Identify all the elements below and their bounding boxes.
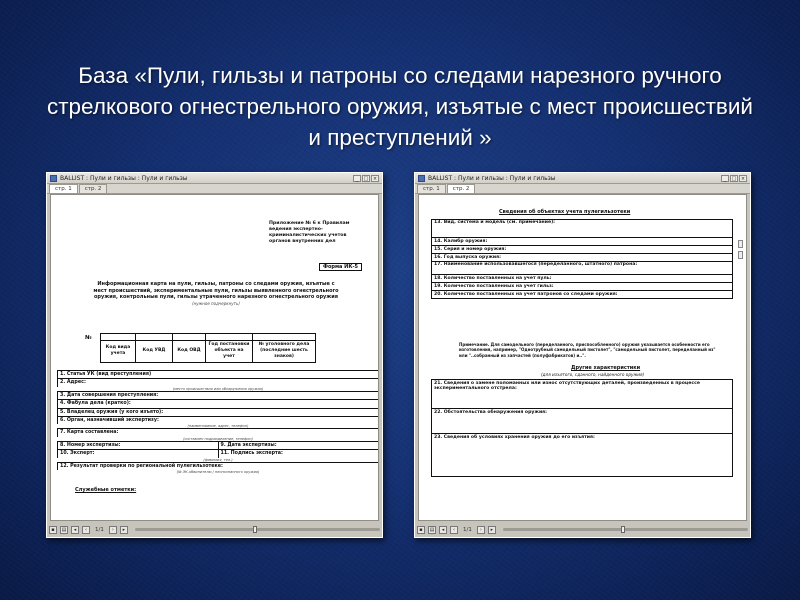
card-note: (нужное подчеркнуть) — [192, 300, 240, 306]
appendix-note: Приложение № 6 к Правилам ведения экспертно-криминалистических учетов органов внутренних дел — [269, 221, 350, 244]
hint-address: (место происшествия или обнаружения оружия) — [172, 386, 264, 391]
zoom-slider[interactable] — [135, 528, 380, 531]
objects-heading: Сведения об объектах учета пулегильзотеки — [499, 209, 631, 215]
next-page-icon[interactable]: › — [477, 526, 485, 534]
other-table — [431, 379, 733, 477]
code-header: Код ОВД — [173, 341, 206, 363]
field-composed[interactable]: 7. Карта составлена: — [57, 428, 379, 436]
status-bar — [49, 524, 380, 535]
last-page-icon[interactable]: ▸ — [120, 526, 128, 534]
print-icon[interactable]: ▤ — [61, 526, 67, 533]
zoom-slider-knob[interactable] — [253, 526, 257, 533]
page-tabs — [47, 184, 382, 194]
zoom-slider-knob[interactable] — [621, 526, 625, 533]
tab-page2[interactable]: стр. 2 — [447, 184, 476, 193]
status-bar — [417, 524, 748, 535]
field-crime-date[interactable]: 3. Дата совершения преступления: — [57, 391, 379, 399]
scroll-up-icon[interactable] — [738, 240, 743, 248]
code-cell[interactable] — [101, 334, 136, 341]
code-header: Код вида учета — [101, 341, 136, 363]
hint-result: (№ ЭК-обвинителю / неопознанного оружия) — [176, 469, 260, 474]
note-text: Примечание. Для самодельного (переделанного, приспособленного) оружия указывается особенности его изготовления, например, "Однотрубный самодельный пистолет", "самодельный пистолет, переделанный из" или "..собранный из запчастей (полуфабрикатов) и..". — [459, 342, 716, 358]
scroll-down-icon[interactable] — [738, 251, 743, 259]
code-header: № уголовного дела (последние шесть знаков) — [253, 341, 316, 363]
page-counter: 1/1 — [95, 526, 104, 533]
field-weapon-owner[interactable]: 5. Владелец оружия (у кого изъято): — [57, 408, 379, 416]
hint-phone: (фамилия, тел.) — [203, 457, 233, 462]
other-heading: Другие характеристики — [571, 365, 641, 371]
ballist-window-page2[interactable] — [414, 172, 751, 538]
ballist-window-page1[interactable] — [46, 172, 383, 538]
code-cell[interactable] — [206, 334, 253, 341]
close-button[interactable]: × — [372, 175, 378, 182]
row-serial[interactable]: 15. Серия и номер оружия: — [432, 246, 733, 254]
tab-page2[interactable]: стр. 2 — [79, 184, 108, 193]
service-marks-label: Служебные отметки: — [75, 487, 137, 493]
field-exam-row — [57, 441, 379, 449]
zoom-slider[interactable] — [503, 528, 748, 531]
app-icon — [418, 175, 425, 182]
field-check-result[interactable]: 12. Результат проверки по региональной пулегильзотеке: — [57, 462, 379, 470]
code-cell[interactable] — [253, 334, 316, 341]
row-storage[interactable]: 23. Сведения об условиях хранения оружия до его изъятия: — [432, 434, 733, 477]
form-fields — [57, 370, 379, 474]
tab-page1[interactable]: стр. 1 — [49, 184, 78, 193]
first-page-icon[interactable]: ◂ — [439, 526, 447, 534]
objects-table — [431, 219, 733, 299]
maximize-button[interactable]: □ — [363, 175, 369, 182]
document-view[interactable] — [418, 194, 747, 521]
hint-composed: (составлен подразделение, телефон) — [183, 436, 253, 441]
field-exam-number[interactable]: 8. Номер экспертизы: — [60, 442, 121, 448]
codes-table — [100, 333, 316, 363]
app-icon — [50, 175, 57, 182]
code-cell[interactable] — [136, 334, 173, 341]
field-organ[interactable]: 6. Орган, назначивший экспертизу: — [57, 416, 379, 424]
title-bar[interactable] — [415, 173, 750, 184]
window-title: BALLIST : Пули и гильзы : Пули и гильзы — [428, 174, 556, 182]
row-bullets-count[interactable]: 18. Количество поставленных на учет пуль: — [432, 275, 733, 283]
row-caliber[interactable]: 14. Калибр оружия: — [432, 238, 733, 246]
row-cartridges-count[interactable]: 20. Количество поставленных на учет патронов со следами оружия: — [432, 291, 733, 299]
field-expert[interactable]: 10. Эксперт: — [60, 451, 95, 457]
window-title: BALLIST : Пули и гильзы : Пули и гильзы — [60, 174, 188, 182]
field-article[interactable]: 1. Статья УК (вид преступления) — [57, 370, 379, 378]
slide-title: База «Пули, гильзы и патроны со следами нарезного ручного стрелкового огнестрельного оружия, изъятые с мест происшествий и преступлений » — [46, 63, 753, 150]
code-cell[interactable] — [173, 334, 206, 341]
card-title — [91, 281, 341, 307]
hint-organ: (наименование, адрес, телефон) — [187, 424, 249, 429]
minimize-button[interactable]: _ — [353, 175, 361, 182]
card-title-text: Информационная карта на пули, гильзы, патроны со следами оружия, изъятые с мест происшествий, экспериментальные пули, гильзы выявленного огнестрельного оружия, контрольные пули, гильзы утраченного нарезного огнестрельного оружия — [93, 281, 339, 301]
field-expert-signature[interactable]: 11. Подпись эксперта: — [218, 450, 379, 457]
row-year[interactable]: 16. Год выпуска оружия: — [432, 254, 733, 262]
field-scroll[interactable] — [738, 240, 743, 270]
other-subheading: (для изъятого, сданного, найденного оружия) — [541, 372, 645, 377]
close-button[interactable]: × — [740, 175, 746, 182]
field-address[interactable]: 2. Адрес: — [57, 378, 379, 386]
maximize-button[interactable]: □ — [731, 175, 737, 182]
row-weapon-model[interactable]: 13. Вид, система и модель (см. примечание): — [432, 220, 733, 238]
last-page-icon[interactable]: ▸ — [488, 526, 496, 534]
save-icon[interactable]: ▪ — [49, 526, 57, 534]
document-view[interactable] — [50, 194, 379, 521]
page-counter: 1/1 — [463, 526, 472, 533]
field-exam-date[interactable]: 9. Дата экспертизы: — [218, 442, 379, 449]
field-case-summary[interactable]: 4. Фабула дела (кратко): — [57, 399, 379, 407]
minimize-button[interactable]: _ — [721, 175, 729, 182]
field-expert-row — [57, 449, 379, 457]
title-bar[interactable] — [47, 173, 382, 184]
prev-page-icon[interactable]: ‹ — [82, 526, 90, 534]
tab-page1[interactable]: стр. 1 — [417, 184, 446, 193]
page-tabs — [415, 184, 750, 194]
prev-page-icon[interactable]: ‹ — [450, 526, 458, 534]
row-parts-replacement[interactable]: 21. Сведения о замене поломанных или износ отсутствующих деталей, произведенных в процессе экспериментального отстрела: — [432, 380, 733, 409]
row-discovery[interactable]: 22. Обстоятельства обнаружения оружия: — [432, 409, 733, 434]
next-page-icon[interactable]: › — [109, 526, 117, 534]
form-label: Форма ИК-5 — [319, 263, 362, 271]
code-header: Год постановки объекта на учет — [206, 341, 253, 363]
number-sign: № — [85, 335, 92, 341]
save-icon[interactable]: ▪ — [417, 526, 425, 534]
code-header: Код УВД — [136, 341, 173, 363]
print-icon[interactable]: ▤ — [429, 526, 435, 533]
first-page-icon[interactable]: ◂ — [71, 526, 79, 534]
row-cartridge[interactable]: 17. Наименование использовавшегося (переделанного, штатного) патрона: — [432, 262, 733, 275]
row-casings-count[interactable]: 19. Количество поставленных на учет гильз: — [432, 283, 733, 291]
